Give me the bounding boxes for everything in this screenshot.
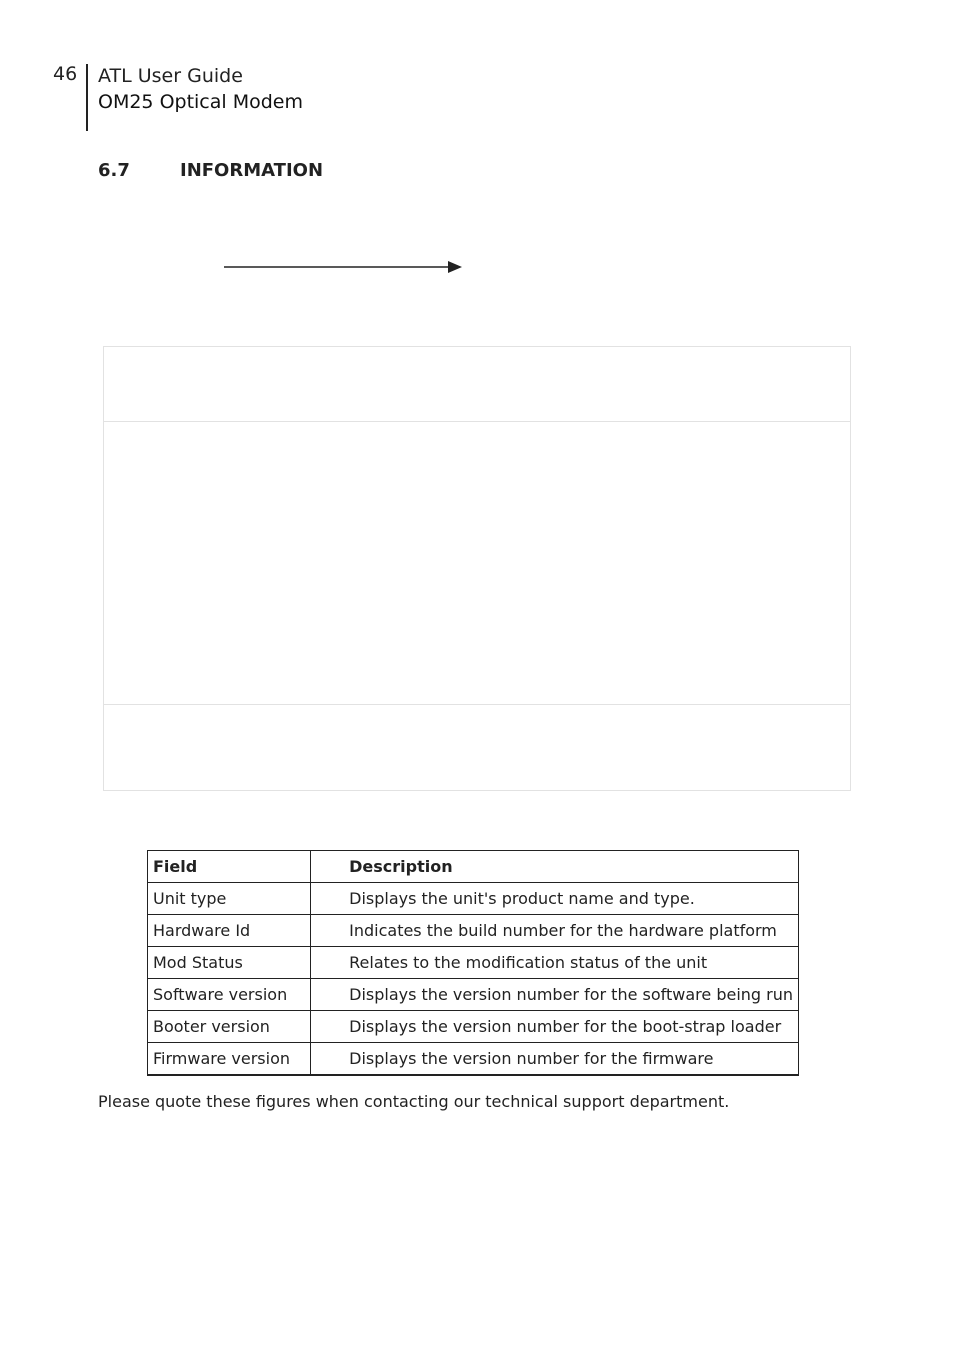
document-subtitle: OM25 Optical Modem	[98, 91, 303, 113]
footnote-text: Please quote these figures when contacting our technical support department.	[98, 1092, 730, 1111]
table-row	[148, 979, 799, 1011]
column-header-field: Field	[148, 851, 311, 883]
arrow-icon	[224, 259, 464, 275]
description-cell: Displays the version number for the software being run	[311, 979, 799, 1011]
description-cell: Displays the unit's product name and type.	[311, 883, 799, 915]
field-cell: Booter version	[148, 1011, 311, 1043]
description-cell: Indicates the build number for the hardware platform	[311, 915, 799, 947]
field-cell: Hardware Id	[148, 915, 311, 947]
screenshot-placeholder	[103, 346, 851, 791]
description-cell: Displays the version number for the firmware	[311, 1043, 799, 1076]
table-row	[148, 915, 799, 947]
field-cell: Mod Status	[148, 947, 311, 979]
field-cell: Unit type	[148, 883, 311, 915]
section-title: INFORMATION	[180, 160, 324, 181]
table-header-row	[148, 851, 799, 883]
description-cell: Relates to the modification status of the unit	[311, 947, 799, 979]
table-row	[148, 883, 799, 915]
frame-divider	[104, 421, 850, 422]
column-header-description: Description	[311, 851, 799, 883]
table-row	[148, 1043, 799, 1076]
field-cell: Software version	[148, 979, 311, 1011]
page-number: 46	[53, 63, 78, 85]
document-title: ATL User Guide	[98, 65, 243, 87]
description-cell: Displays the version number for the boot-strap loader	[311, 1011, 799, 1043]
information-table	[147, 850, 799, 1076]
table-row	[148, 1011, 799, 1043]
section-number: 6.7	[98, 160, 130, 181]
field-cell: Firmware version	[148, 1043, 311, 1076]
table-row	[148, 947, 799, 979]
frame-divider	[104, 704, 850, 705]
header-divider	[86, 64, 88, 131]
